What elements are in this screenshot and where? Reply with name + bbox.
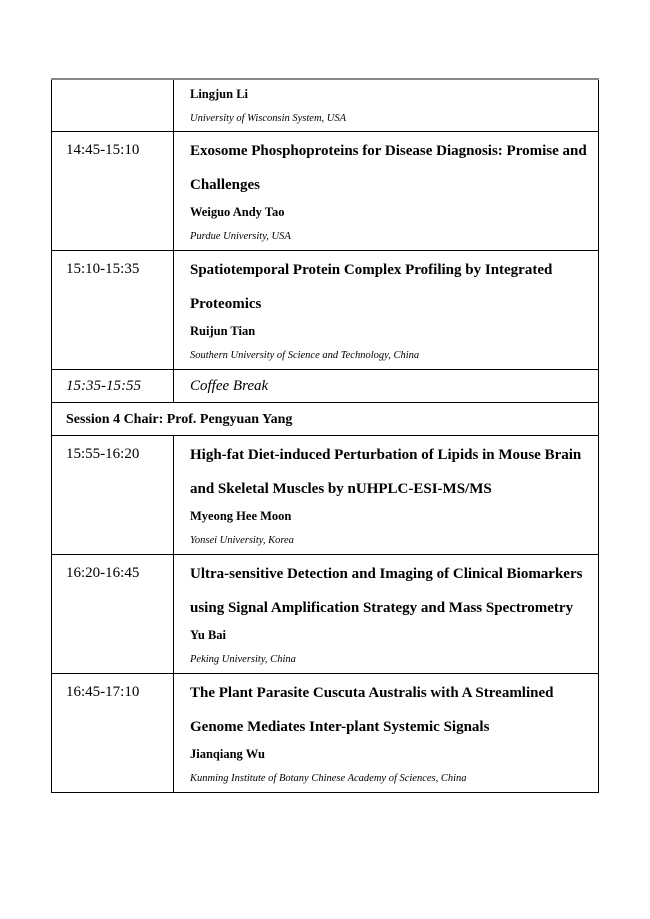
talk-time: 15:10-15:35 <box>66 261 140 277</box>
content-cell <box>174 251 599 370</box>
speaker-affiliation: Kunming Institute of Botany Chinese Academy of Sciences, China <box>190 773 467 784</box>
content-cell <box>174 436 599 555</box>
program-table <box>51 78 599 793</box>
session-cell <box>52 403 599 436</box>
content-cell <box>174 555 599 674</box>
break-time: 15:35-15:55 <box>66 378 141 394</box>
talk-title <box>190 676 598 744</box>
talk-title-line: Ultra-sensitive Detection and Imaging of Clinical Biomarkers <box>190 566 583 582</box>
speaker-name: Ruijun Tian <box>190 324 256 338</box>
speaker-affiliation: Southern University of Science and Technology, China <box>190 350 420 361</box>
program-row-continuation <box>52 79 599 132</box>
session-title: Session 4 Chair: Prof. Pengyuan Yang <box>66 412 293 427</box>
talk-time: 14:45-15:10 <box>66 142 140 158</box>
speaker-name: Weiguo Andy Tao <box>190 205 285 219</box>
speaker-name: Myeong Hee Moon <box>190 509 292 523</box>
talk-title <box>190 253 598 321</box>
program-row-talk <box>52 436 599 555</box>
time-cell <box>52 251 174 370</box>
talk-title <box>190 557 598 625</box>
talk-title-line: using Signal Amplification Strategy and Mass Spectrometry <box>190 600 574 616</box>
program-row-talk <box>52 555 599 674</box>
talk-time: 15:55-16:20 <box>66 446 140 462</box>
content-cell <box>174 370 599 403</box>
speaker-name: Lingjun Li <box>190 87 249 101</box>
content-cell <box>174 132 599 251</box>
speaker-affiliation: University of Wisconsin System, USA <box>190 113 347 124</box>
time-cell <box>52 132 174 251</box>
talk-title <box>190 438 598 506</box>
talk-title-line: Challenges <box>190 177 261 193</box>
speaker-name: Jianqiang Wu <box>190 747 265 761</box>
time-cell <box>52 674 174 793</box>
talk-title-line: and Skeletal Muscles by nUHPLC-ESI-MS/MS <box>190 481 492 497</box>
talk-title-line: High-fat Diet-induced Perturbation of Lipids in Mouse Brain <box>190 447 582 463</box>
break-label: Coffee Break <box>190 378 269 394</box>
speaker-affiliation: Yonsei University, Korea <box>190 535 294 546</box>
talk-title <box>190 134 598 202</box>
time-cell <box>52 436 174 555</box>
talk-time: 16:45-17:10 <box>66 684 140 700</box>
program-row-talk <box>52 132 599 251</box>
talk-title-line: Genome Mediates Inter-plant Systemic Signals <box>190 719 490 735</box>
talk-title-line: Proteomics <box>190 296 262 312</box>
content-cell <box>174 79 599 132</box>
program-row-break <box>52 370 599 403</box>
speaker-affiliation: Purdue University, USA <box>190 231 291 242</box>
time-cell <box>52 370 174 403</box>
program-row-talk <box>52 674 599 793</box>
talk-title-line: Exosome Phosphoproteins for Disease Diagnosis: Promise and <box>190 143 587 159</box>
speaker-affiliation: Peking University, China <box>190 654 296 665</box>
content-cell <box>174 674 599 793</box>
time-cell <box>52 555 174 674</box>
speaker-name: Yu Bai <box>190 628 227 642</box>
time-cell-empty <box>52 79 174 132</box>
talk-time: 16:20-16:45 <box>66 565 140 581</box>
program-row-session <box>52 403 599 436</box>
program-row-talk <box>52 251 599 370</box>
talk-title-line: The Plant Parasite Cuscuta Australis with A Streamlined <box>190 685 554 701</box>
talk-title-line: Spatiotemporal Protein Complex Profiling by Integrated <box>190 262 553 278</box>
